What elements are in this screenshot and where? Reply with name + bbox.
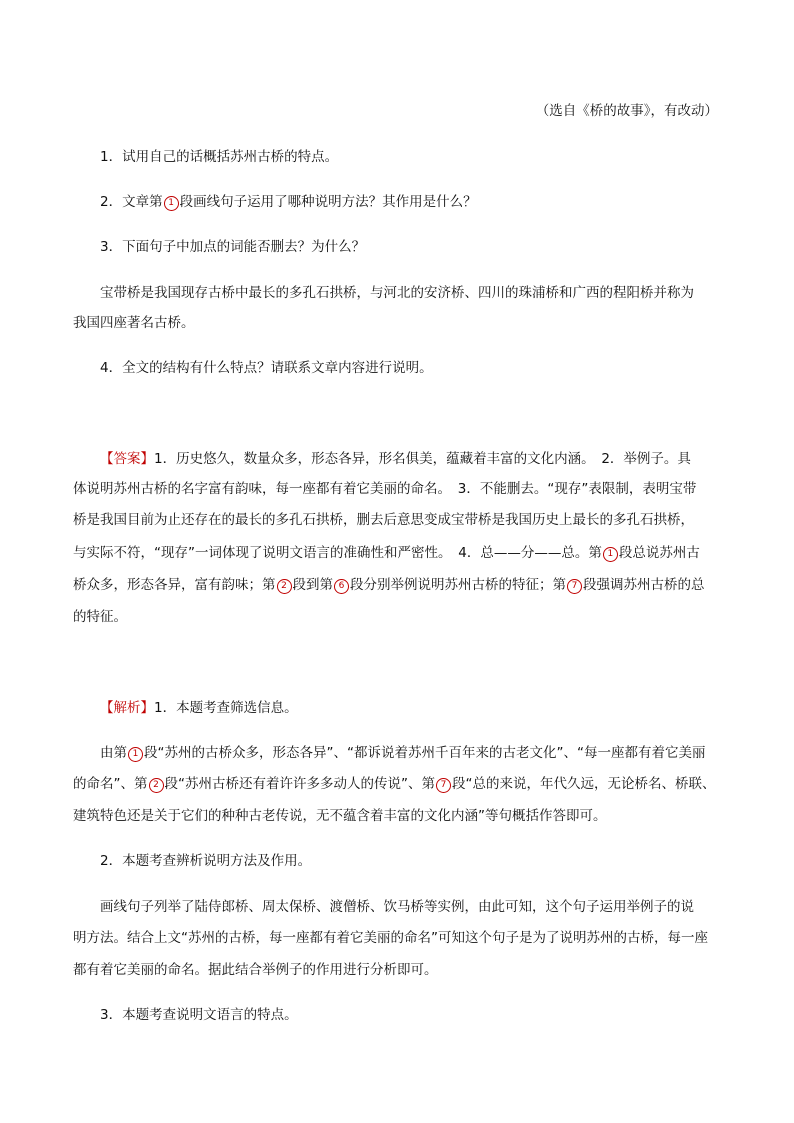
circled-number: 1 [603,547,618,562]
analysis-para-1-line-2: 的命名”、第 2 段“苏州古桥还有着许许多多动人的传说”、第 7 段“总的来说，年代久远，无论桥名、桥联、 [73,776,716,792]
circled-number: 2 [149,778,164,793]
circled-number: 7 [436,778,451,793]
answer-line-1: 【答案】1．历史悠久，数量众多，形态各异，形名俱美，蕴藏着丰富的文化内涵。 2．举例子。具 [100,451,691,467]
answer-line-3: 桥是我国目前为止还存在的最长的多孔石拱桥，删去后意思变成宝带桥是我国历史上最长的多孔石拱桥， [73,512,694,528]
answer-tag: 【答案】 [100,451,154,467]
quoted-sentence-line-2: 我国四座著名古桥。 [73,315,195,331]
analysis-para-1-line-3: 建筑特色还是关于它们的种种古老传说，无不蕴含着丰富的文化内涵”等句概括作答即可。 [73,808,607,824]
answer-line-4: 与实际不符，“现存”一词体现了说明文语言的准确性和严密性。 4．总——分——总。第 1 段总说苏州古 [73,545,700,561]
analysis-para-2-line-2: 明方法。结合上文“苏州的古桥，每一座都有着它美丽的命名”可知这个句子是为了说明苏州的古桥，每一座 [73,930,708,946]
analysis-point-3: 3．本题考查说明文语言的特点。 [100,1007,298,1023]
analysis-point-2: 2．本题考查辨析说明方法及作用。 [100,853,312,869]
analysis-para-2-line-3: 都有着它美丽的命名。据此结合举例子的作用进行分析即可。 [73,962,438,978]
answer-line-5: 桥众多，形态各异，富有韵味；第 2 段到第 6 段分别举例说明苏州古桥的特征；第 7 段强调苏州古桥的总 [73,577,705,593]
answer-line-6: 的特征。 [73,609,127,625]
question-1: 1．试用自己的话概括苏州古桥的特点。 [100,149,339,165]
source-note: （选自《桥的故事》，有改动） [535,103,718,119]
circled-number: 7 [567,579,582,594]
circled-number: 1 [128,747,143,762]
question-4: 4．全文的结构有什么特点？请联系文章内容进行说明。 [100,360,433,376]
answer-line-2: 体说明苏州古桥的名字富有韵味，每一座都有着它美丽的命名。 3．不能删去。“现存”表限制，表明宝带 [73,481,697,497]
question-3: 3．下面句子中加点的词能否删去？为什么？ [100,239,366,255]
analysis-para-2-line-1: 画线句子列举了陆侍郎桥、周太保桥、渡僧桥、饮马桥等实例，由此可知，这个句子运用举例子的说 [100,899,694,915]
question-2: 2．文章第 1 段画线句子运用了哪种说明方法？其作用是什么？ [100,194,477,210]
quoted-sentence-line-1: 宝带桥是我国现存古桥中最长的多孔石拱桥，与河北的安济桥、四川的珠浦桥和广西的程阳桥并称为 [100,285,694,301]
circled-number: 2 [277,579,292,594]
analysis-tag: 【解析】 [100,700,154,716]
circled-number: 6 [334,579,349,594]
analysis-para-1-line-1: 由第 1 段“苏州的古桥众多，形态各异”、“都诉说着苏州千百年来的古老文化”、“每一座都有着它美丽 [100,745,706,761]
circled-number: 1 [164,196,179,211]
analysis-line-1: 【解析】1．本题考查筛选信息。 [100,700,298,716]
